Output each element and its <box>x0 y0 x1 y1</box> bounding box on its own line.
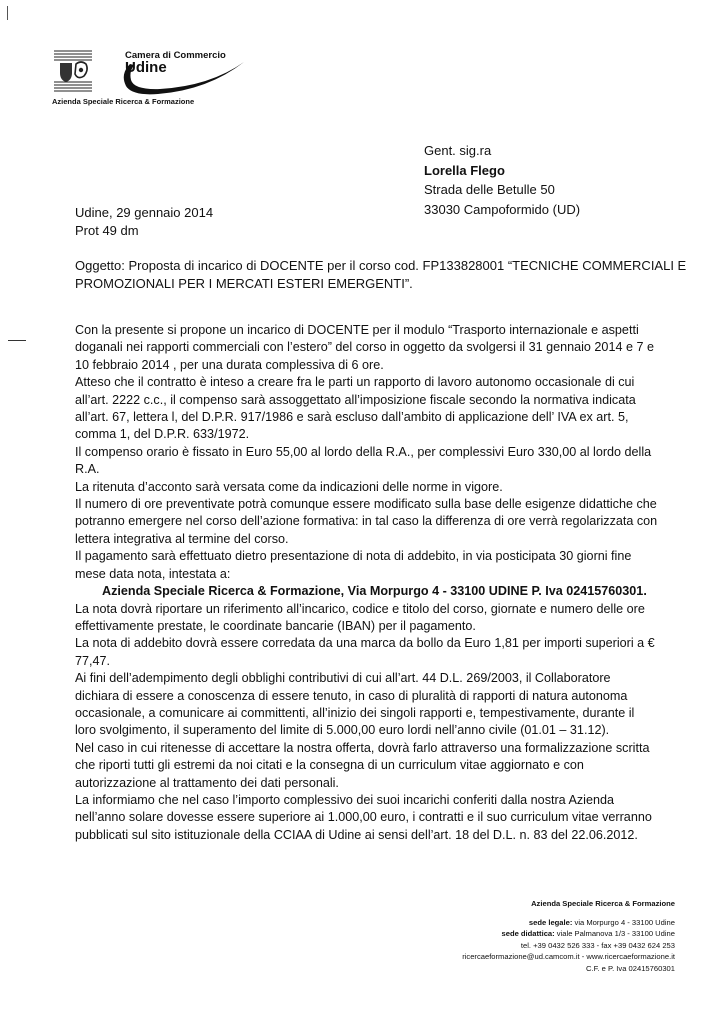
body-line: loro svolgimento, il superamento del limite di 5.000,00 euro lordi nell’anno civile (01.01 – 31.12). <box>75 723 610 738</box>
body-line: dichiara di essere a conoscenza di essere tenuto, in caso di pluralità di rapporti di natura autonoma <box>75 688 628 703</box>
body-line: Nel caso in cui ritenesse di accettare la nostra offerta, dovrà farlo attraverso una formalizzazione scritta <box>75 740 650 755</box>
org-name-line1: Camera di Commercio <box>125 50 226 61</box>
org-name-line2: Udine <box>125 59 167 76</box>
body-line: La nota dovrà riportare un riferimento all’incarico, codice e titolo del corso, giornate e numero delle ore <box>75 601 645 616</box>
body-line: occasionale, a comunicare ai committenti, all’inizio dei singoli rapporti e, tempestivamente, durante il <box>75 705 635 720</box>
footer-teaching-label: sede didattica: <box>501 929 555 938</box>
recipient-address <box>424 141 580 219</box>
body-line: effettivamente prestate, le coordinate bancarie (IBAN) per il pagamento. <box>75 618 476 633</box>
letter-date: Udine, 29 gennaio 2014 <box>75 205 214 220</box>
body-line: Atteso che il contratto è inteso a creare fra le parti un rapporto di lavoro autonomo occasionale di cui <box>75 375 635 390</box>
protocol-number: Prot 49 dm <box>75 223 139 238</box>
footer-teaching-seat <box>462 928 675 940</box>
subject-line: PROMOZIONALI PER I MERCATI ESTERI EMERGENTI”. <box>75 276 413 291</box>
body-line: 77,47. <box>75 653 111 668</box>
body-line: Il pagamento sarà effettuato dietro presentazione di nota di addebito, in via posticipata 30 giorni fine <box>75 549 632 564</box>
footer-teaching-value: viale Palmanova 1/3 - 33100 Udine <box>556 929 675 938</box>
letter-body <box>75 322 675 844</box>
body-line: Il compenso orario è fissato in Euro 55,00 al lordo della R.A., per complessivi Euro 330,00 al lordo della <box>75 444 652 459</box>
margin-mark <box>8 340 26 341</box>
date-block <box>75 204 213 240</box>
org-subtitle: Azienda Speciale Ricerca & Formazione <box>52 97 195 106</box>
body-line: doganali nei rapporti commerciali con l’estero” del corso in oggetto da svolgersi il 31 gennaio 2014 e 7 e <box>75 340 654 355</box>
body-line: all’art. 67, lettera l, del D.P.R. 917/1986 e sarà escluso dall’ambito di applicazione dell’ IVA ex art. 5, <box>75 410 629 425</box>
invoice-recipient-line: Azienda Speciale Ricerca & Formazione, Via Morpurgo 4 - 33100 UDINE P. Iva 02415760301. <box>102 584 647 599</box>
body-line: La ritenuta d’acconto sarà versata come da indicazioni delle norme in vigore. <box>75 479 503 494</box>
body-line: 10 febbraio 2014 , per una durata complessiva di 6 ore. <box>75 357 384 372</box>
recipient-street: Strada delle Betulle 50 <box>424 182 555 197</box>
coat-of-arms-icon <box>52 48 94 94</box>
recipient-city: 33030 Campoformido (UD) <box>424 201 581 217</box>
body-line: comma 1, del D.P.R. 633/1972. <box>75 427 250 442</box>
footer-web[interactable]: ricercaeformazione@ud.camcom.it - www.ricercaeformazione.it <box>462 952 675 961</box>
body-line: Il numero di ore preventivate potrà comunque essere modificato sulla base delle esigenze didattiche che <box>75 497 657 512</box>
body-line: potranno emergere nel corso dell’azione formativa: in tal caso la differenza di ore verrà regolarizzata con <box>75 514 658 529</box>
footer-legal-label: sede legale: <box>528 917 573 927</box>
body-line: La informiamo che nel caso l’importo complessivo dei suoi incarichi conferiti dalla nostra Azienda <box>75 792 614 807</box>
footer-org: Azienda Speciale Ricerca & Formazione <box>531 899 675 908</box>
recipient-name: Lorella Flego <box>424 162 505 178</box>
body-line: Con la presente si propone un incarico di DOCENTE per il modulo “Trasporto internazionale e aspetti <box>75 323 639 337</box>
footer-legal-seat <box>462 917 675 929</box>
body-line: all’art. 2222 c.c., il compenso sarà assoggettato all’imposizione fiscale secondo la normativa indicata <box>75 392 636 407</box>
footer-contacts <box>462 898 675 974</box>
subject-line: Oggetto: Proposta di incarico di DOCENTE per il corso cod. FP133828001 “TECNICHE COMMERCIALI E <box>75 258 687 273</box>
body-line: che riporti tutti gli estremi da noi citati e la consegna di un curriculum vitae aggiornato e con <box>75 758 584 773</box>
body-line: mese data nota, intestata a: <box>75 566 231 581</box>
recipient-salutation: Gent. sig.ra <box>424 143 492 158</box>
footer-legal-value: via Morpurgo 4 - 33100 Udine <box>574 917 675 927</box>
body-line: autorizzazione al trattamento dei dati personali. <box>75 775 339 790</box>
body-line: R.A. <box>75 462 100 477</box>
scan-mark <box>7 6 8 20</box>
footer-vat: C.F. e P. Iva 02415760301 <box>586 963 675 973</box>
body-line: La nota di addebito dovrà essere corredata da una marca da bollo da Euro 1,81 per importi superiori a € <box>75 636 655 651</box>
body-line: nell’anno solare dovesse essere superiore ai 1.000,00 euro, i contratti e il suo curriculum vitae verranno <box>75 810 652 825</box>
body-line: lettera integrativa al termine del corso. <box>75 531 289 546</box>
footer-phone: tel. +39 0432 526 333 - fax +39 0432 624 253 <box>520 940 675 950</box>
letter-subject <box>75 257 686 293</box>
body-line: pubblicati sul sito istituzionale della CCIAA di Udine ai sensi dell’art. 18 del D.L. n. 83 del 22.06.2012. <box>75 827 638 842</box>
body-line: Ai fini dell’adempimento degli obblighi contributivi di cui all’art. 44 D.L. 269/2003, il Collaboratore <box>75 671 611 686</box>
